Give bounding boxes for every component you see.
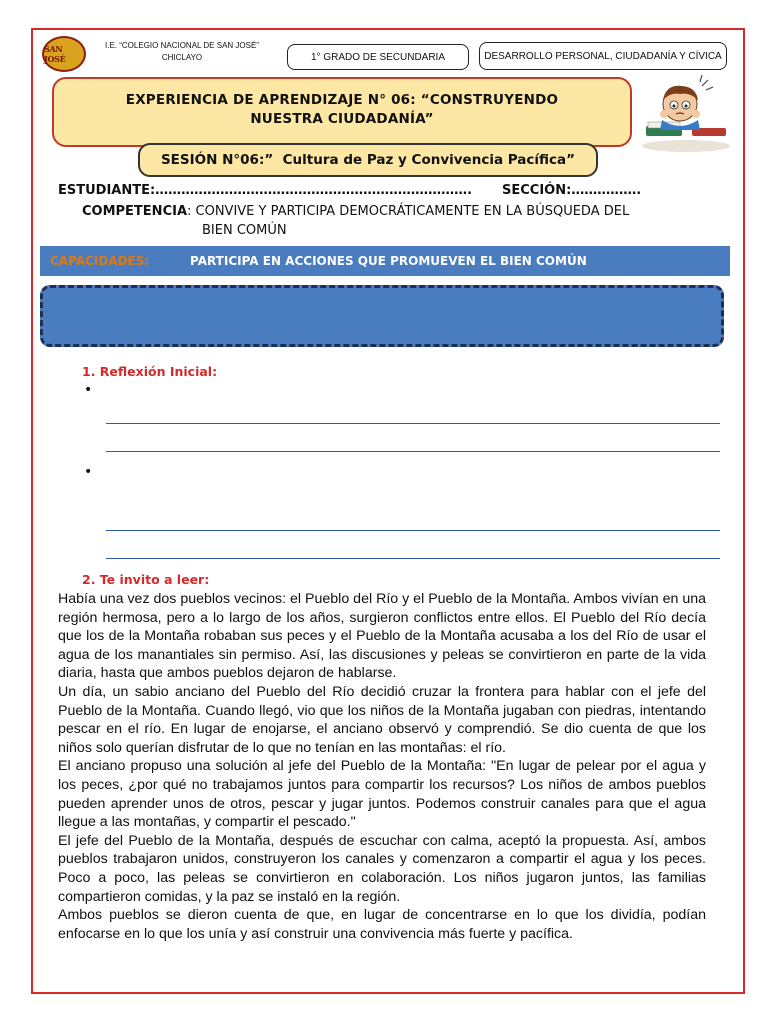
session-label: SESIÓN N°06:” (160, 152, 274, 168)
story-paragraph-4: El jefe del Pueblo de la Montaña, después de escuchar con calma, aceptó la propuesta. Así, ambos pueblos trabajaron unidos, construyeron los canales y comenzaron a compartir el agua y los peces. Poco a poco, las peleas se convirtieron en colaboración. Los niños jugaron juntos, las familias compartieron comidas, y la paz se instaló en la región. (58, 832, 706, 905)
capacities-text: PARTICIPA EN ACCIONES QUE PROMUEVEN EL BIEN COMÚN (190, 254, 587, 268)
competence-text: : CONVIVE Y PARTICIPA DEMOCRÁTICAMENTE EN LA BÚSQUEDA DEL (187, 204, 630, 219)
reflection-bullet-1: • (84, 382, 93, 398)
answer-line[interactable] (106, 423, 720, 424)
student-name-field: ESTUDIANTE:………………………………………………………………. (58, 183, 473, 198)
session-title-banner (138, 143, 598, 177)
story-paragraph-5: Ambos pueblos se dieron cuenta de que, en lugar de concentrarse en lo que los dividía, podían enfocarse en lo que los unía y así construir una convivencia más fuerte y pacífica. (58, 907, 706, 942)
competence-label: COMPETENCIA (82, 204, 188, 219)
grade-label: 1° GRADO DE SECUNDARIA (310, 51, 446, 63)
competence (82, 202, 692, 240)
capacities-label: CAPACIDADES: (50, 254, 150, 268)
school-city: CHICLAYO (161, 53, 203, 62)
competence-text-line2: BIEN COMÚN (202, 223, 287, 238)
answer-line[interactable] (106, 451, 720, 452)
reflection-bullet-2: • (84, 464, 93, 480)
reading-text (58, 590, 706, 943)
logo-text: SAN JOSÉ (44, 44, 66, 64)
capacities-bar (40, 246, 730, 276)
school-name (92, 40, 272, 64)
school-logo (42, 36, 86, 72)
answer-line[interactable] (106, 530, 720, 531)
answer-line[interactable] (106, 558, 720, 559)
section-field: SECCIÓN:……………. (502, 183, 642, 198)
experience-banner (52, 77, 632, 147)
reflection-heading: 1. Reflexión Inicial: (82, 364, 218, 379)
course-box (479, 42, 727, 70)
student-reading-illustration (636, 74, 736, 154)
grade-box (287, 44, 469, 70)
experience-title-line1: EXPERIENCIA DE APRENDIZAJE N° 06: “CONSTRUYENDO (125, 92, 559, 108)
reading-heading: 2. Te invito a leer: (82, 572, 210, 587)
experience-title (54, 91, 630, 129)
experience-title-line2: NUESTRA CIUDADANÍA” (250, 111, 434, 127)
school-name-line1: I.E. “COLEGIO NACIONAL DE SAN JOSÉ” (105, 41, 259, 50)
purpose-box (40, 285, 724, 347)
course-label: DESARROLLO PERSONAL, CIUDADANÍA Y CÍVICA (484, 50, 722, 62)
story-paragraph-1: Había una vez dos pueblos vecinos: el Pueblo del Río y el Pueblo de la Montaña. Ambos vivían en una región hermosa, pero a lo largo de los años, surgieron conflictos entre ellos. El Pueblo del Río decía que los de la Montaña robaban sus peces y el Pueblo de la Montaña acusaba a los del Río de usar el agua de los manantiales sin permiso. Así, las discusiones y peleas se convirtieron en parte de la vida diaria, hasta que ambos pueblos dejaron de hablarse. (58, 591, 706, 682)
session-title: Cultura de Paz y Convivencia Pacífica” (282, 152, 576, 168)
story-paragraph-2: Un día, un sabio anciano del Pueblo del Río decidió cruzar la frontera para hablar con el jefe del Pueblo de la Montaña. Cuando llegó, vio que los niños de la Montaña jugaban con piedras, intentando pescar en el río. En lugar de enojarse, el anciano observó y comprendió. Se dio cuenta de que los niños solo querían disfrutar de lo que no tenían en las montañas: el río. (58, 683, 706, 756)
story-paragraph-3: El anciano propuso una solución al jefe del Pueblo de la Montaña: "En lugar de pelear por el agua y los peces, ¿por qué no trabajamos juntos para compartir los recursos? Los niños de ambos pueblos pueden aprender unos de otros, pescar y jugar juntos. Podemos construir canales para que el agua llegue a las montañas, y compartir el pescado." (58, 758, 706, 831)
